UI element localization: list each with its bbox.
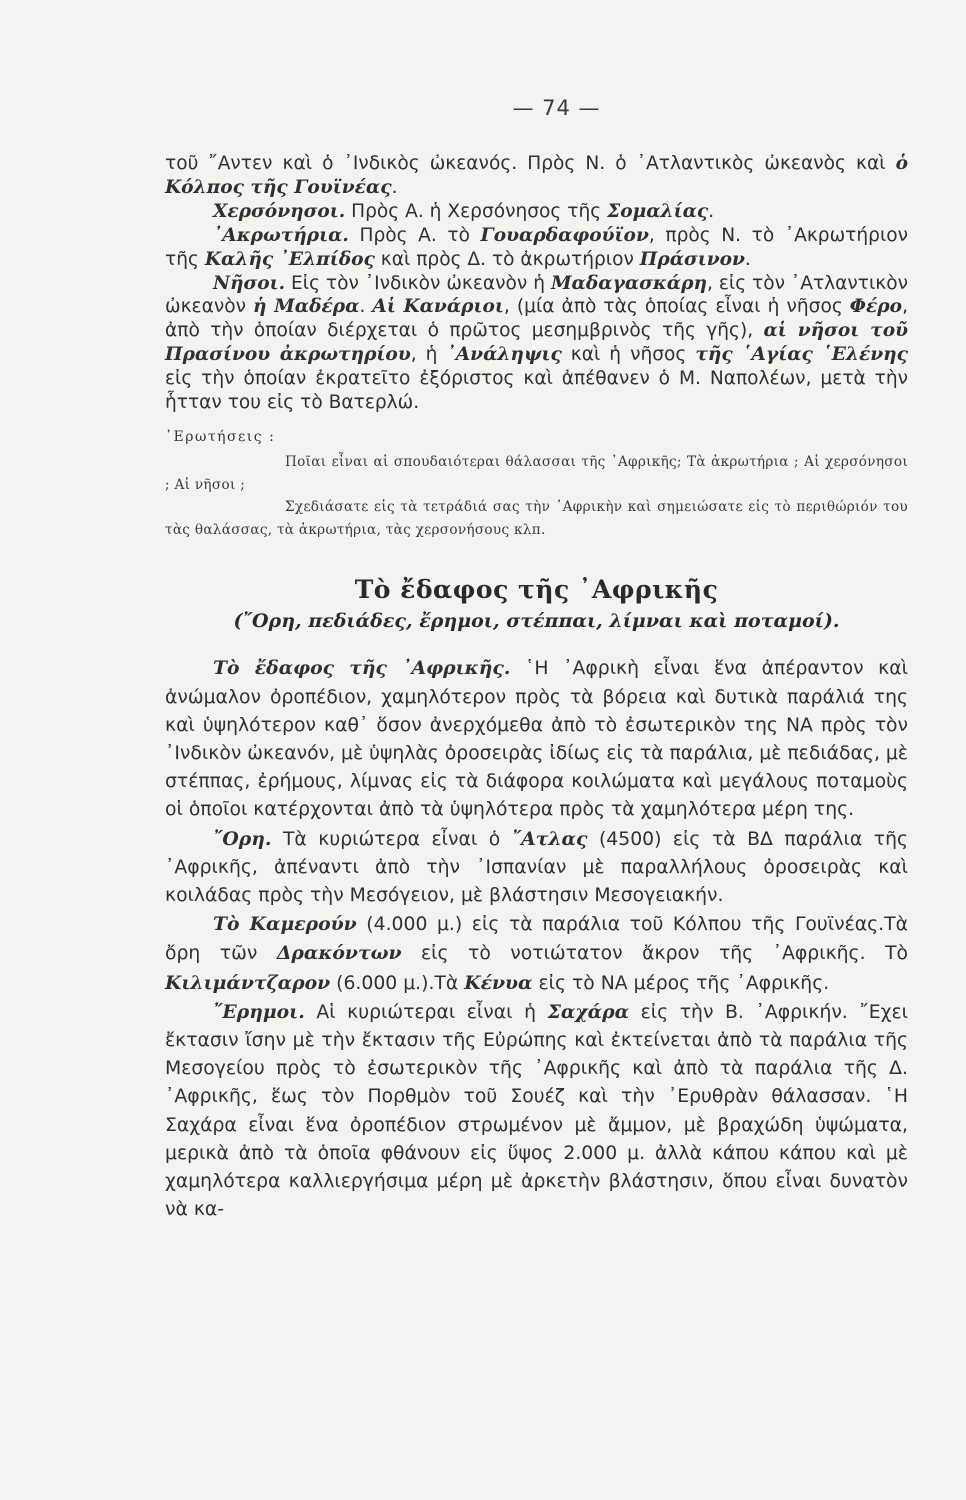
gulf-of-guinea: ὁ Κόλπος τῆς Γουϊνέας (165, 153, 908, 198)
cameroon-paragraph: Τὸ Καμερούν (4.000 μ.) εἰς τὰ παράλια τοῦ Κόλπου τῆς Γουϊνέας.Τὰ ὄρη τῶν Δρακόντων εἰς τὸ νοτιώτατον ἄκρον τῆς ᾿Αφρικῆς. Τὸ Κιλιμάντζαρον (6.000 μ.).Τὰ Κένυα εἰς τὸ ΝΑ μέρος τῆς ᾿Αφρικῆς. (165, 913, 908, 994)
peninsulas-label: Χερσόνησοι. (213, 200, 346, 222)
somalia: Σομαλίας (607, 200, 709, 222)
kenya: Κένυα (464, 971, 533, 994)
intro-paragraph: τοῦ ῎Αντεν καὶ ὁ ᾿Ινδικὸς ὠκεανός. Πρὸς Ν. ὁ ᾿Ατλαντικὸς ὠκεανὸς καὶ ὁ Κόλπος τῆς Γουϊνέας. (165, 153, 908, 198)
canaries: Αἱ Κανάριοι (372, 296, 504, 318)
question-2: Σχεδιάσατε εἰς τὰ τετράδιά σας τὴν ᾿Αφρικὴν καὶ σημειώσατε εἰς τὸ περιθώριόν του τὰς θαλάσσας, τὰ ἀκρωτήρια, τὰς χερσονήσους κλπ. (165, 499, 908, 538)
page-number: — 74 — (512, 96, 601, 120)
atlas: ῎Ατλας (511, 827, 588, 850)
cape-verde-islands: αἱ νῆσοι τοῦ Πρασίνου ἀκρωτηρίου (165, 320, 908, 366)
guardafui: Γουαρδαφούϊον (480, 224, 649, 246)
peninsulas-paragraph: Χερσόνησοι. Πρὸς Α. ἡ Χερσόνησος τῆς Σομαλίας. (213, 200, 715, 222)
madagascar: Μαδαγασκάρη (550, 272, 707, 294)
good-hope: Καλῆς ᾿Ελπίδος (204, 248, 375, 270)
st-helena: τῆς ῾Αγίας ῾Ελένης (695, 344, 908, 366)
islands-paragraph: Νῆσοι. Εἰς τὸν ᾿Ινδικὸν ὠκεανὸν ἡ Μαδαγασκάρη, εἰς τὸν ᾿Ατλαντικὸν ὠκεανὸν ἡ Μαδέρα. Αἱ Κανάριοι, (μία ἀπὸ τὰς ὁποίας εἶναι ἡ νῆσος Φέρο, ἀπὸ τὴν ὁποίαν διέρχεται ὁ πρῶτος μεσημβρινὸς τῆς γῆς), αἱ νῆσοι τοῦ Πρασίνου ἀκρωτηρίου, ἡ ᾿Ανάληψις καὶ ἡ νῆσος τῆς ῾Αγίας ῾Ελένης εἰς τὴν ὁποίαν ἐκρατεῖτο ἐξόριστος καὶ ἀπέθανεν ὁ Μ. Ναπολέων, μετὰ τὴν ἧτταν του εἰς τὸ Βατερλώ. (165, 272, 908, 414)
question-1: Ποῖαι εἶναι αἱ σπουδαιότεραι θάλασσαι τῆς ᾿Αφρικῆς; Τὰ ἀκρωτήρια ; Αἱ χερσόνησοι ; Αἱ νῆσοι ; (165, 453, 908, 493)
mountains-label: ῎Ορη. (213, 827, 272, 850)
kilimanjaro: Κιλιμάντζαρον (165, 971, 331, 994)
ferro: Φέρο (849, 296, 903, 318)
intro-text: τοῦ ῎Αντεν καὶ ὁ ᾿Ινδικὸς ὠκεανός. Πρὸς Ν. ὁ ᾿Ατλαντικὸς ὠκεανὸς καὶ (165, 153, 896, 174)
drakensberg: Δρακόντων (276, 942, 402, 965)
capes-label: ᾿Ακρωτήρια. (213, 224, 349, 246)
capes-paragraph: ᾿Ακρωτήρια. Πρὸς Α. τὸ Γουαρδαφούϊον, πρὸς Ν. τὸ ᾿Ακρωτήριον τῆς Καλῆς ᾿Ελπίδος καὶ πρὸς Δ. τὸ ἀκρωτήριον Πράσινον. (165, 224, 908, 270)
soil-paragraph: Τὸ ἔδαφος τῆς ᾿Αφρικῆς. ῾Η ᾿Αφρικὴ εἶναι ἕνα ἀπέραντον καὶ ἀνώμαλον ὀροπέδιον, χαμηλότερον πρὸς τὰ βόρεια καὶ δυτικὰ παράλιά της καὶ ὑψηλότερον καθ᾿ ὅσον ἀνερχόμεθα ἀπὸ τὸ ἐσωτερικὸν της ΝΑ πρὸς τὸν ᾿Ινδικὸν ὠκεανόν, μὲ ὑψηλὰς ὀροσειρὰς ἰδίως εἰς τὰ παράλια, μὲ πεδιάδας, μὲ στέππας, ἐρήμους, λίμνας εἰς τὰ διάφορα κοιλώματα καὶ μεγάλους ποταμοὺς οἱ ὁποῖοι κατέρχονται ἀπὸ τὰ ὑψηλότερα πρὸς τὰ χαμηλότερα μέρη της. (165, 657, 908, 821)
questions-heading: ᾿Ερωτήσεις : (165, 428, 276, 445)
ascension: ᾿Ανάληψις (446, 344, 562, 366)
cameroon: Καμερούν (249, 913, 357, 936)
soil-label: Τὸ ἔδαφος τῆς ᾿Αφρικῆς. (213, 657, 511, 680)
deserts-paragraph: ῎Ερημοι. Αἱ κυριώτεραι εἶναι ἡ Σαχάρα εἰς τὴν Β. ᾿Αφρικήν. ῎Εχει ἔκτασιν ἴσην μὲ τὴν ἔκτασιν τῆς Εὐρώπης καὶ ἐκτείνεται ἀπὸ τὰ παράλια τῆς Μεσογείου πρὸς τὸ ἐσωτερικὸν τῆς ᾿Αφρικῆς καὶ ἀπὸ τὰ παράλια τῆς Δ. ᾿Αφρικῆς, ἕως τὸν Πορθμὸν τοῦ Σουέζ καὶ τὴν ᾿Ερυθρὰν θάλασσαν. ῾Η Σαχάρα εἶναι ἕνα ὀροπέδιον στρωμένον μὲ ἄμμον, μὲ βραχώδη ὑψώματα, μερικὰ ἀπὸ τὰ ὁποῖα φθάνουν εἰς ὕψος 2.000 μ. ἀλλὰ κάπου κάπου καὶ μὲ χαμηλότερα καλλιεργήσιμα μέρη μὲ ἀρκετὴν βλάστησιν, ὅπου εἶναι δυνατὸν νὰ κα- (165, 1000, 909, 1221)
cape-verde: Πράσινον (639, 248, 745, 270)
deserts-label: ῎Ερημοι. (213, 1000, 305, 1023)
sahara: Σαχάρα (547, 1000, 630, 1023)
section-title: Τὸ ἔδαφος τῆς ᾿Αφρικῆς (354, 575, 719, 605)
madeira: ἡ Μαδέρα (253, 296, 360, 318)
mountains-paragraph: ῎Ορη. Τὰ κυριώτερα εἶναι ὁ ῎Ατλας (4500) εἰς τὰ ΒΔ παράλια τῆς ᾿Αφρικῆς, ἀπέναντι ἀπὸ τὴν ᾿Ισπανίαν μὲ παραλλήλους ὀροσειρὰς καὶ κοιλάδας πρὸς τὴν Μεσόγειον, μὲ βλάστησιν Μεσογειακήν. (165, 827, 908, 906)
section-subtitle: (῎Ορη, πεδιάδες, ἔρημοι, στέππαι, λίμναι καὶ ποταμοί). (233, 610, 840, 633)
islands-label: Νῆσοι. (213, 272, 286, 294)
